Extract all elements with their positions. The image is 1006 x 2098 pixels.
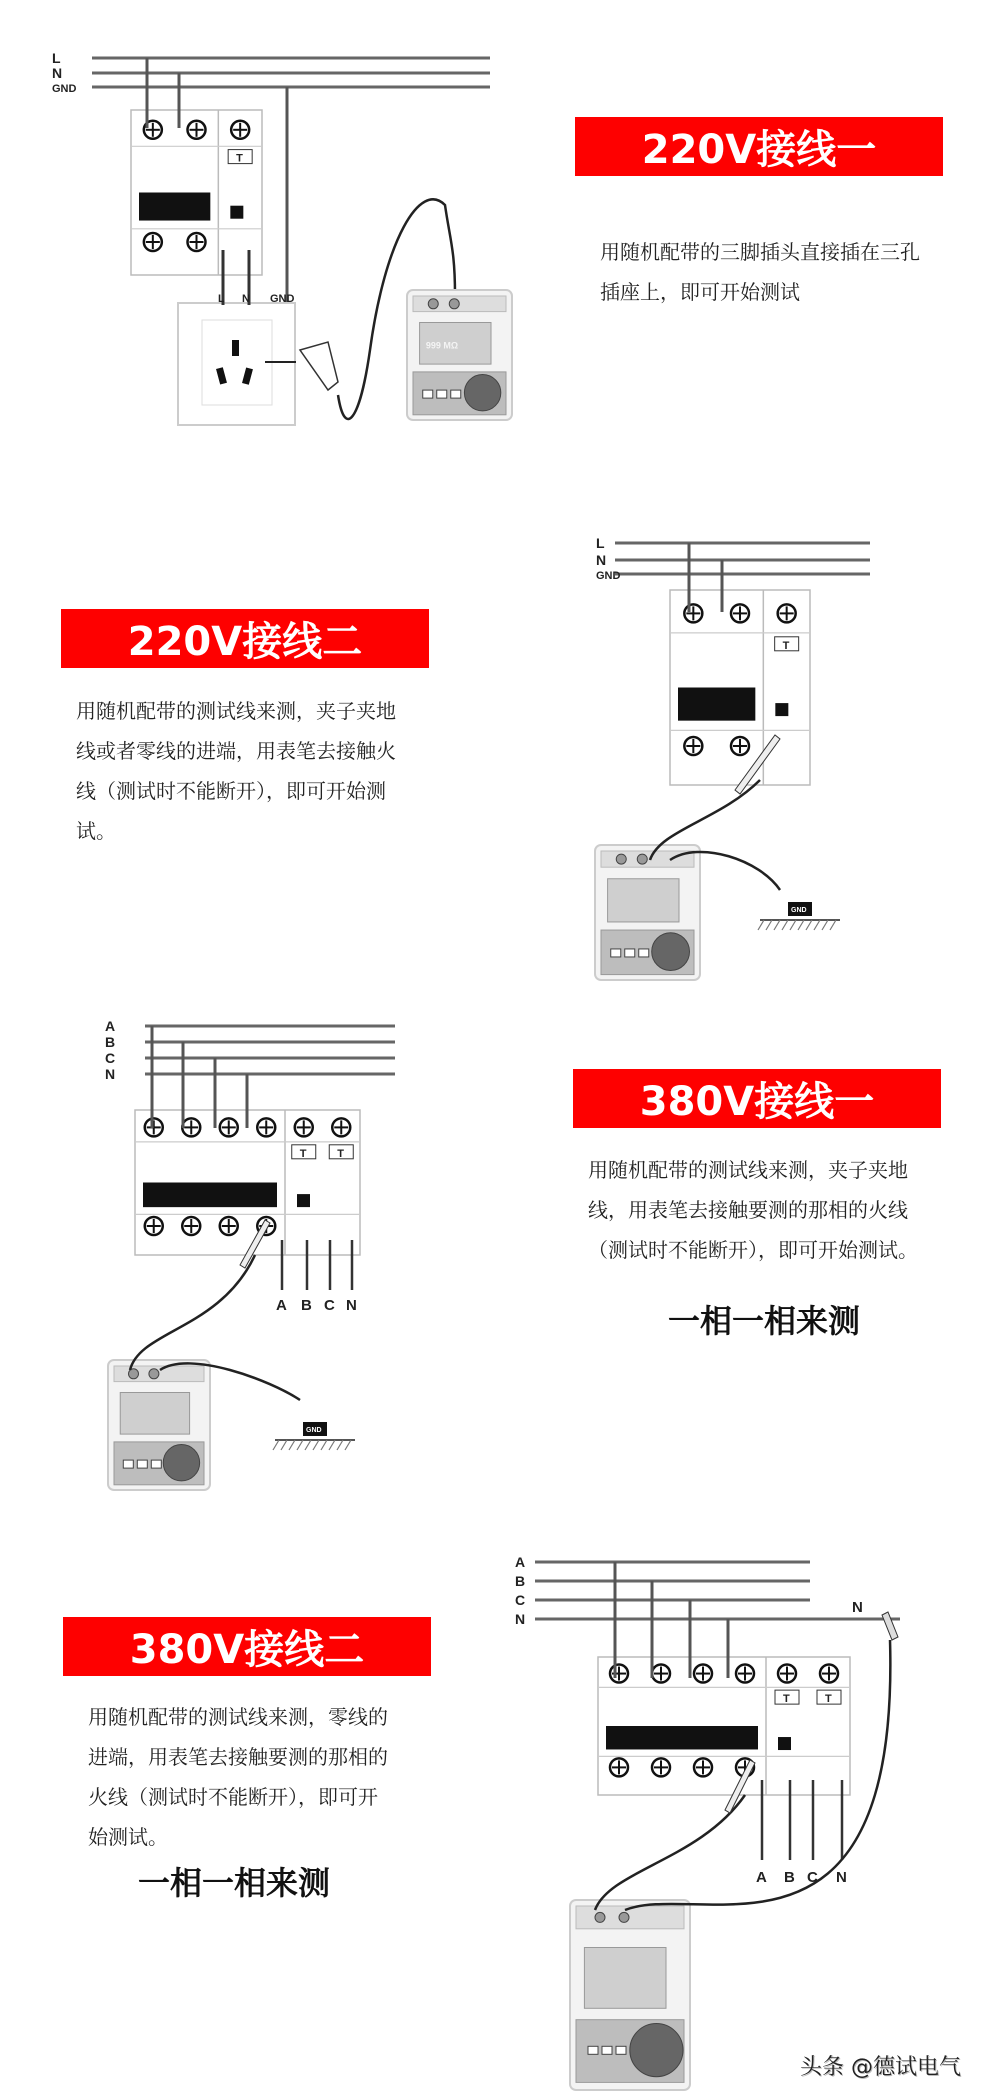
ground-hatch bbox=[321, 1440, 327, 1450]
socket-label: L bbox=[218, 293, 225, 305]
breaker-handle bbox=[606, 1726, 758, 1749]
bus-label: N bbox=[105, 1066, 116, 1082]
phase-label: N bbox=[346, 1297, 357, 1314]
socket-face bbox=[202, 320, 272, 405]
bus-label: B bbox=[515, 1573, 526, 1589]
phase-label: B bbox=[301, 1297, 312, 1314]
phase-label: A bbox=[756, 1869, 767, 1886]
ground-hatch bbox=[329, 1440, 335, 1450]
jack-icon bbox=[595, 1912, 605, 1922]
tester-button bbox=[611, 949, 621, 957]
bus-label: N bbox=[596, 552, 607, 568]
bus-label: L bbox=[52, 50, 61, 66]
ground-hatch bbox=[273, 1440, 279, 1450]
bus-label: L bbox=[596, 535, 605, 551]
text-line: 始测试。 bbox=[88, 1825, 168, 1849]
text-line: 用随机配带的测试线来测，夹子夹地 bbox=[588, 1158, 908, 1182]
tester-button bbox=[639, 949, 649, 957]
socket-label: N bbox=[242, 293, 250, 305]
text-line: 火线（测试时不能断开），即可开 bbox=[88, 1785, 378, 1809]
jack-icon bbox=[616, 854, 626, 864]
ground-hatch bbox=[289, 1440, 295, 1450]
text-line: 插座上，即可开始测试 bbox=[600, 280, 800, 304]
tester-display bbox=[584, 1948, 666, 2009]
tester-button bbox=[616, 2046, 626, 2054]
ground-hatch bbox=[806, 920, 812, 930]
bus-label: N bbox=[52, 65, 63, 81]
rotary-knob bbox=[464, 375, 500, 411]
text-line: 用随机配带的测试线来测，零线的 bbox=[88, 1705, 388, 1729]
section-note-380v-2: 一相一相来测 bbox=[138, 1864, 331, 1902]
text-line: 进端，用表笔去接触要测的那相的 bbox=[88, 1745, 388, 1769]
indicator bbox=[297, 1194, 310, 1207]
rotary-knob bbox=[652, 933, 690, 971]
bus-label: N bbox=[852, 1599, 863, 1616]
tester-display bbox=[608, 879, 679, 922]
test-lead bbox=[595, 1795, 745, 1910]
ground-hatch bbox=[814, 920, 820, 930]
text-line: 线，用表笔去接触要测的那相的火线 bbox=[588, 1198, 908, 1222]
test-button-label: T bbox=[782, 639, 790, 652]
bus-label: GND bbox=[52, 83, 77, 95]
section-title-380v-1: 380V接线一 bbox=[573, 1069, 941, 1128]
phase-label: B bbox=[784, 1869, 795, 1886]
jack-icon bbox=[637, 854, 647, 864]
indicator bbox=[778, 1737, 791, 1750]
bus-label: C bbox=[105, 1050, 116, 1066]
tester-button bbox=[588, 2046, 598, 2054]
ground-hatch bbox=[822, 920, 828, 930]
ground-hatch bbox=[297, 1440, 303, 1450]
jack-icon bbox=[428, 299, 438, 309]
ground-hatch bbox=[774, 920, 780, 930]
ground-hatch bbox=[790, 920, 796, 930]
ground-hatch bbox=[313, 1440, 319, 1450]
tester-button bbox=[137, 1460, 147, 1468]
ground-hatch bbox=[830, 920, 836, 930]
bus-label: B bbox=[105, 1034, 116, 1050]
ground-hatch bbox=[281, 1440, 287, 1450]
plug-icon bbox=[300, 342, 338, 390]
tester-button bbox=[423, 390, 433, 398]
test-button-label: T bbox=[825, 1693, 832, 1706]
tester-button bbox=[602, 2046, 612, 2054]
section-text-380v-1 bbox=[588, 1150, 968, 1270]
text-line: 用随机配带的三脚插头直接插在三孔 bbox=[600, 240, 920, 264]
breaker-handle bbox=[139, 193, 210, 221]
rotary-knob bbox=[630, 2024, 683, 2077]
section-text-380v-2 bbox=[88, 1697, 448, 1857]
test-button-label: T bbox=[299, 1147, 307, 1160]
ground-label: GND bbox=[791, 907, 807, 914]
socket-hole bbox=[232, 340, 239, 356]
meter-display-readout: 999 MΩ bbox=[425, 340, 459, 351]
section-title-220v-1: 220V接线一 bbox=[575, 117, 943, 176]
section-title-380v-2: 380V接线二 bbox=[63, 1617, 431, 1676]
indicator bbox=[775, 703, 788, 716]
breaker-handle bbox=[678, 688, 755, 721]
phase-label: A bbox=[276, 1297, 287, 1314]
watermark: 头条 @德试电气 bbox=[800, 2055, 961, 2080]
tester-button bbox=[451, 390, 461, 398]
bus-label: N bbox=[515, 1611, 526, 1627]
text-line: 线（测试时不能断开），即可开始测 bbox=[76, 779, 386, 803]
jack-icon bbox=[449, 299, 459, 309]
test-lead bbox=[130, 1255, 255, 1370]
section-note-380v-1: 一相一相来测 bbox=[668, 1302, 861, 1340]
text-line: 用随机配带的测试线来测，夹子夹地 bbox=[76, 699, 396, 723]
test-button-label: T bbox=[236, 152, 243, 165]
test-button-label: T bbox=[783, 1693, 790, 1706]
test-button-label: T bbox=[337, 1147, 344, 1160]
phase-label: N bbox=[836, 1869, 847, 1886]
socket-label: GND bbox=[270, 293, 295, 305]
phase-label: C bbox=[324, 1297, 335, 1314]
bus-label: A bbox=[515, 1554, 526, 1570]
text-line: （测试时不能断开），即可开始测试。 bbox=[588, 1238, 918, 1262]
ground-hatch bbox=[305, 1440, 311, 1450]
section-text-220v-1 bbox=[600, 232, 960, 312]
tester-display bbox=[120, 1393, 189, 1435]
bus-label: A bbox=[105, 1018, 116, 1034]
ground-label: GND bbox=[306, 1427, 322, 1434]
tester-button bbox=[625, 949, 635, 957]
bus-label: C bbox=[515, 1592, 526, 1608]
jack-icon bbox=[129, 1369, 139, 1379]
rotary-knob bbox=[163, 1445, 199, 1481]
tester-button bbox=[123, 1460, 133, 1468]
indicator bbox=[230, 206, 243, 219]
ground-hatch bbox=[337, 1440, 343, 1450]
tester-button bbox=[151, 1460, 161, 1468]
ground-hatch bbox=[766, 920, 772, 930]
ground-hatch bbox=[798, 920, 804, 930]
section-text-220v-2 bbox=[76, 691, 436, 851]
ground-hatch bbox=[758, 920, 764, 930]
jack-icon bbox=[149, 1369, 159, 1379]
text-line: 试。 bbox=[76, 819, 116, 843]
ground-hatch bbox=[345, 1440, 351, 1450]
section-title-220v-2: 220V接线二 bbox=[61, 609, 429, 668]
tester-button bbox=[437, 390, 447, 398]
phase-label: C bbox=[807, 1869, 818, 1886]
jack-icon bbox=[619, 1912, 629, 1922]
breaker-handle bbox=[143, 1183, 277, 1208]
ground-hatch bbox=[782, 920, 788, 930]
text-line: 线或者零线的进端，用表笔去接触火 bbox=[76, 739, 396, 763]
bus-label: GND bbox=[596, 570, 621, 582]
ground-clip bbox=[882, 1612, 898, 1640]
